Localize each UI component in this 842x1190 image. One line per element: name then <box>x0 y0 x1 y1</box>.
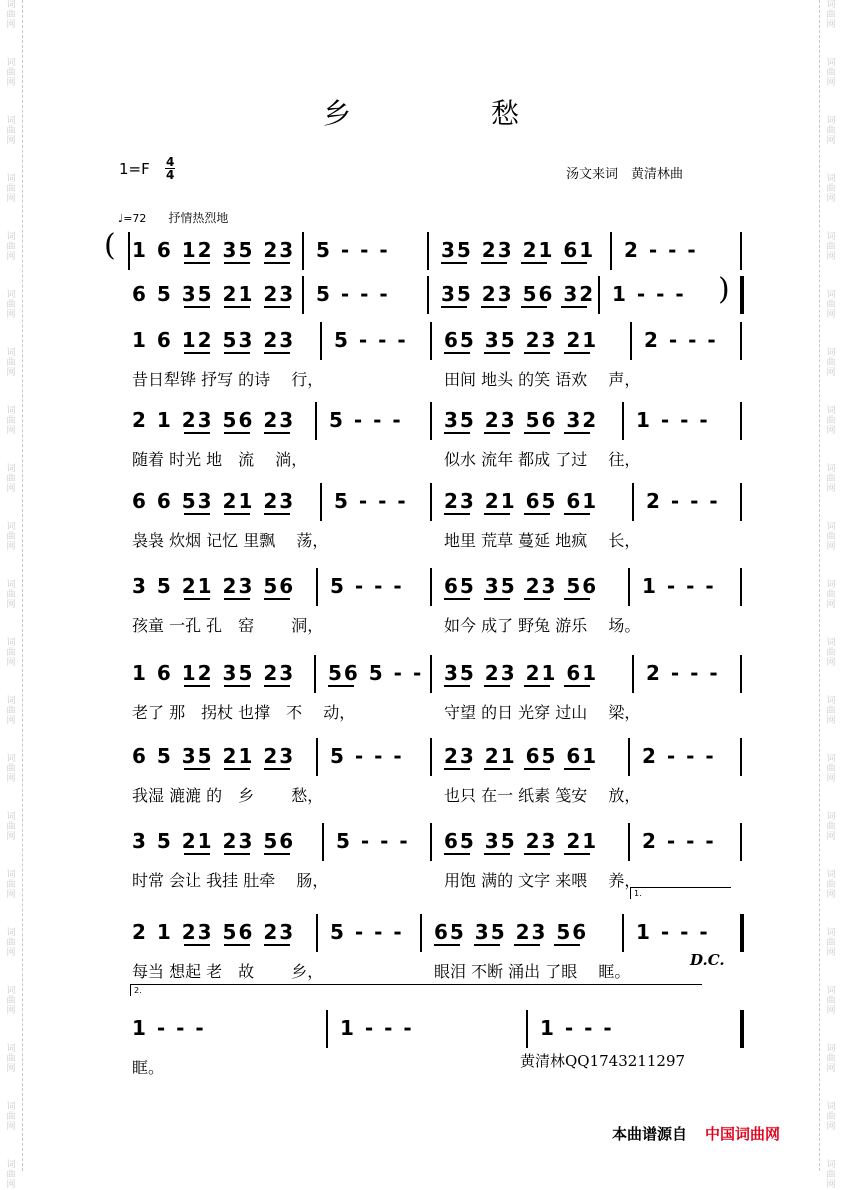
song-title <box>0 92 842 132</box>
measure-notes: 2 1 23 56 23 <box>132 408 296 432</box>
measure-notes: 65 35 23 21 <box>444 328 599 352</box>
eighth-note-beam <box>184 432 210 434</box>
eighth-note-beam <box>524 768 550 770</box>
barline <box>630 322 632 360</box>
measure-notes: 2 - - - <box>646 661 720 685</box>
measure-notes: 23 21 65 61 <box>444 489 599 513</box>
footer-brand-link[interactable]: 中国词曲网 <box>705 1125 781 1143</box>
lyric-text: 眼泪 不断 涌出 了眼 眶。 <box>434 962 631 981</box>
watermark-text: 词 曲 网 <box>6 348 16 378</box>
barline <box>526 1010 528 1048</box>
eighth-note-beam <box>224 432 250 434</box>
measure-notes: 3 5 21 23 56 <box>132 574 296 598</box>
watermark-text: 词 曲 网 <box>6 0 16 30</box>
measure-notes: 6 6 53 21 23 <box>132 489 296 513</box>
eighth-note-beam <box>444 685 470 687</box>
watermark-text: 词 曲 网 <box>826 928 836 958</box>
eighth-note-beam <box>264 262 290 264</box>
eighth-note-beam <box>184 598 210 600</box>
watermark-text: 词 曲 网 <box>826 348 836 378</box>
barline <box>628 823 630 861</box>
da-capo-mark: D.C. <box>690 951 725 969</box>
barline <box>314 655 316 693</box>
arranger-signature: 黄清林QQ1743211297 <box>520 1052 686 1070</box>
watermark-text: 词 曲 网 <box>6 1160 16 1190</box>
measure-notes: 1 - - - <box>340 1016 414 1040</box>
eighth-note-beam <box>561 306 587 308</box>
score-line <box>0 483 842 550</box>
lyric-text: 守望 的日 光穿 过山 梁， <box>444 703 641 722</box>
eighth-note-beam <box>224 262 250 264</box>
volta-first-ending <box>630 887 731 899</box>
watermark-text: 词 曲 网 <box>6 870 16 900</box>
title-char-left: 乡 <box>322 97 351 130</box>
barline <box>128 232 130 270</box>
barline <box>430 568 432 606</box>
barline <box>740 402 742 440</box>
eighth-note-beam <box>184 944 210 946</box>
measure-notes: 6 5 35 21 23 <box>132 744 296 768</box>
eighth-note-beam <box>444 513 470 515</box>
eighth-note-beam <box>484 432 510 434</box>
measure-notes: 2 - - - <box>646 489 720 513</box>
barline <box>430 655 432 693</box>
watermark-text: 词 曲 网 <box>826 464 836 494</box>
footer-source-text: 本曲谱源自 <box>612 1125 688 1143</box>
title-char-right: 愁 <box>491 97 520 130</box>
volta-second-ending <box>130 984 702 996</box>
watermark-text: 词 曲 网 <box>826 812 836 842</box>
eighth-note-beam <box>184 262 210 264</box>
watermark-text: 词 曲 网 <box>826 1102 836 1132</box>
barline <box>320 483 322 521</box>
lyric-text: 昔日犁铧 抒写 的诗 行， <box>132 370 324 389</box>
measure-notes: 1 6 12 53 23 <box>132 328 296 352</box>
lyric-text: 时常 会让 我挂 肚牵 肠， <box>132 871 329 890</box>
score-line <box>0 655 842 722</box>
eighth-note-beam <box>564 598 590 600</box>
barline <box>316 738 318 776</box>
measure-notes: 65 35 23 56 <box>444 574 599 598</box>
eighth-note-beam <box>264 352 290 354</box>
lyric-text: 袅袅 炊烟 记忆 里飘 荡， <box>132 531 329 550</box>
final-barline <box>740 276 744 314</box>
barline <box>316 914 318 952</box>
watermark-text: 词 曲 网 <box>6 116 16 146</box>
measure-notes: 5 - - - <box>336 829 410 853</box>
final-barline <box>740 914 744 952</box>
watermark-text: 词 曲 网 <box>6 522 16 552</box>
measure-notes: 5 - - - <box>334 489 408 513</box>
barline <box>740 483 742 521</box>
eighth-note-beam <box>184 685 210 687</box>
eighth-note-beam <box>441 262 467 264</box>
eighth-note-beam <box>484 685 510 687</box>
watermark-text: 词 曲 网 <box>6 580 16 610</box>
eighth-note-beam <box>484 352 510 354</box>
watermark-text: 词 曲 网 <box>6 174 16 204</box>
eighth-note-beam <box>564 432 590 434</box>
score-line <box>0 402 842 469</box>
eighth-note-beam <box>481 306 507 308</box>
measure-notes: 5 - - - <box>316 238 390 262</box>
watermark-text: 词 曲 网 <box>6 232 16 262</box>
eighth-note-beam <box>224 944 250 946</box>
watermark-text: 词 曲 网 <box>826 522 836 552</box>
score-line <box>0 322 842 389</box>
eighth-note-beam <box>264 768 290 770</box>
eighth-note-beam <box>564 352 590 354</box>
barline <box>740 823 742 861</box>
measure-notes: 35 23 56 32 <box>441 282 596 306</box>
measure-notes: 65 35 23 21 <box>444 829 599 853</box>
barline <box>628 738 630 776</box>
barline <box>316 568 318 606</box>
measure-notes: 1 6 12 35 23 <box>132 238 296 262</box>
measure-notes: 35 23 56 32 <box>444 408 599 432</box>
eighth-note-beam <box>224 306 250 308</box>
eighth-note-beam <box>434 944 460 946</box>
watermark-text: 词 曲 网 <box>826 116 836 146</box>
barline <box>740 738 742 776</box>
score-line <box>0 738 842 805</box>
measure-notes: 5 - - - <box>330 744 404 768</box>
eighth-note-beam <box>328 685 354 687</box>
eighth-note-beam <box>224 513 250 515</box>
watermark-text: 词 曲 网 <box>826 986 836 1016</box>
measure-notes: 2 - - - <box>624 238 698 262</box>
barline <box>610 232 612 270</box>
barline <box>632 483 634 521</box>
eighth-note-beam <box>524 513 550 515</box>
barline <box>598 276 600 314</box>
measure-notes: 65 35 23 56 <box>434 920 589 944</box>
watermark-text: 词 曲 网 <box>826 1044 836 1074</box>
barline <box>326 1010 328 1048</box>
key-signature: 1=F <box>119 160 150 178</box>
measure-notes: 2 - - - <box>644 328 718 352</box>
barline <box>302 276 304 314</box>
eighth-note-beam <box>474 944 500 946</box>
barline <box>322 823 324 861</box>
eighth-note-beam <box>484 598 510 600</box>
barline <box>420 914 422 952</box>
score-line <box>0 568 842 635</box>
measure-notes: 1 6 12 35 23 <box>132 661 296 685</box>
measure-notes: 5 - - - <box>330 574 404 598</box>
watermark-text: 词 曲 网 <box>826 232 836 262</box>
lyric-text: 眶。 <box>132 1058 165 1077</box>
lyric-text: 也只 在一 纸素 笺安 放， <box>444 786 641 805</box>
eighth-note-beam <box>564 513 590 515</box>
watermark-text: 词 曲 网 <box>6 812 16 842</box>
barline <box>302 232 304 270</box>
watermark-text: 词 曲 网 <box>6 754 16 784</box>
composer-credit: 汤文来词 黄清林曲 <box>566 167 684 182</box>
lyric-text: 老了 那 拐杖 也撑 不 动， <box>132 703 356 722</box>
eighth-note-beam <box>564 853 590 855</box>
eighth-note-beam <box>264 432 290 434</box>
eighth-note-beam <box>524 352 550 354</box>
barline <box>427 276 429 314</box>
watermark-text: 词 曲 网 <box>826 1160 836 1190</box>
eighth-note-beam <box>184 352 210 354</box>
repeat-bracket-open: ( <box>104 228 116 263</box>
eighth-note-beam <box>224 685 250 687</box>
eighth-note-beam <box>444 352 470 354</box>
watermark-text: 词 曲 网 <box>6 1044 16 1074</box>
eighth-note-beam <box>554 944 580 946</box>
watermark-text: 词 曲 网 <box>826 406 836 436</box>
eighth-note-beam <box>264 598 290 600</box>
watermark-text: 词 曲 网 <box>826 754 836 784</box>
lyric-text: 随着 时光 地 流 淌， <box>132 450 308 469</box>
lyric-text: 每当 想起 老 故 乡， <box>132 962 324 981</box>
watermark-text: 词 曲 网 <box>6 406 16 436</box>
measure-notes: 2 1 23 56 23 <box>132 920 296 944</box>
measure-notes: 3 5 21 23 56 <box>132 829 296 853</box>
eighth-note-beam <box>184 853 210 855</box>
repeat-bracket-close: ) <box>718 272 730 307</box>
watermark-text: 词 曲 网 <box>826 58 836 88</box>
eighth-note-beam <box>264 685 290 687</box>
eighth-note-beam <box>224 768 250 770</box>
measure-notes: 35 23 21 61 <box>441 238 596 262</box>
watermark-text: 词 曲 网 <box>6 928 16 958</box>
lyric-text: 孩童 一孔 孔 窑 洞， <box>132 616 324 635</box>
lyric-text: 田间 地头 的笑 语欢 声， <box>444 370 641 389</box>
watermark-text: 词 曲 网 <box>6 696 16 726</box>
watermark-text: 词 曲 网 <box>6 290 16 320</box>
expression-mark: 抒情热烈地 <box>168 211 229 225</box>
barline <box>320 322 322 360</box>
watermark-text: 词 曲 网 <box>826 580 836 610</box>
measure-notes: 1 - - - <box>636 920 710 944</box>
measure-notes: 1 - - - <box>612 282 686 306</box>
barline <box>430 823 432 861</box>
barline <box>740 232 742 270</box>
barline <box>740 655 742 693</box>
watermark-text: 词 曲 网 <box>6 1102 16 1132</box>
watermark-text: 词 曲 网 <box>826 870 836 900</box>
watermark-text: 词 曲 网 <box>6 638 16 668</box>
lyric-text: 我湿 漉漉 的 乡 愁， <box>132 786 324 805</box>
watermark-text: 词 曲 网 <box>826 174 836 204</box>
time-signature <box>165 156 175 181</box>
eighth-note-beam <box>561 262 587 264</box>
eighth-note-beam <box>524 432 550 434</box>
eighth-note-beam <box>224 853 250 855</box>
measure-notes: 5 - - - <box>330 920 404 944</box>
eighth-note-beam <box>264 306 290 308</box>
eighth-note-beam <box>484 513 510 515</box>
measure-notes: 1 - - - <box>132 1016 206 1040</box>
tempo-marking <box>118 209 228 226</box>
eighth-note-beam <box>521 306 547 308</box>
watermark-text: 词 曲 网 <box>826 290 836 320</box>
barline <box>632 655 634 693</box>
eighth-note-beam <box>184 768 210 770</box>
measure-notes: 23 21 65 61 <box>444 744 599 768</box>
eighth-note-beam <box>184 513 210 515</box>
volta-first-label: 1. <box>634 889 642 898</box>
eighth-note-beam <box>484 768 510 770</box>
eighth-note-beam <box>264 853 290 855</box>
eighth-note-beam <box>564 768 590 770</box>
barline <box>622 402 624 440</box>
measure-notes: 6 5 35 21 23 <box>132 282 296 306</box>
measure-notes: 1 - - - <box>642 574 716 598</box>
eighth-note-beam <box>524 685 550 687</box>
eighth-note-beam <box>481 262 507 264</box>
measure-notes: 5 - - - <box>329 408 403 432</box>
eighth-note-beam <box>444 432 470 434</box>
eighth-note-beam <box>521 262 547 264</box>
barline <box>740 568 742 606</box>
measure-notes: 1 - - - <box>540 1016 614 1040</box>
measure-notes: 1 - - - <box>636 408 710 432</box>
measure-notes: 5 - - - <box>316 282 390 306</box>
eighth-note-beam <box>224 598 250 600</box>
eighth-note-beam <box>444 853 470 855</box>
measure-notes: 35 23 21 61 <box>444 661 599 685</box>
eighth-note-beam <box>524 598 550 600</box>
barline <box>628 568 630 606</box>
eighth-note-beam <box>224 352 250 354</box>
final-barline <box>740 1010 744 1048</box>
time-signature-bottom: 4 <box>166 168 175 182</box>
watermark-text: 词 曲 网 <box>826 696 836 726</box>
measure-notes: 56 5 - - <box>328 661 424 685</box>
eighth-note-beam <box>184 306 210 308</box>
watermark-text: 词 曲 网 <box>826 638 836 668</box>
barline <box>427 232 429 270</box>
lyric-text: 地里 荒草 蔓延 地疯 长， <box>444 531 641 550</box>
barline <box>740 322 742 360</box>
volta-second-label: 2. <box>134 986 142 995</box>
eighth-note-beam <box>264 944 290 946</box>
eighth-note-beam <box>441 306 467 308</box>
score-line <box>0 1010 842 1077</box>
barline <box>430 402 432 440</box>
lyric-text: 用饱 满的 文字 来喂 养， <box>444 871 641 890</box>
barline <box>622 914 624 952</box>
eighth-note-beam <box>484 853 510 855</box>
measure-notes: 5 - - - <box>334 328 408 352</box>
tempo-value: ♩=72 <box>118 212 147 225</box>
watermark-text: 词 曲 网 <box>6 986 16 1016</box>
barline <box>430 322 432 360</box>
eighth-note-beam <box>444 598 470 600</box>
barline <box>430 738 432 776</box>
watermark-text: 词 曲 网 <box>6 58 16 88</box>
eighth-note-beam <box>524 853 550 855</box>
barline <box>315 402 317 440</box>
measure-notes: 2 - - - <box>642 744 716 768</box>
measure-notes: 2 - - - <box>642 829 716 853</box>
barline <box>430 483 432 521</box>
lyric-text: 似水 流年 都成 了过 往， <box>444 450 641 469</box>
lyric-text: 如今 成了 野兔 游乐 场。 <box>444 616 641 635</box>
watermark-text: 词 曲 网 <box>826 0 836 30</box>
time-signature-top: 4 <box>166 155 175 169</box>
watermark-text: 词 曲 网 <box>6 464 16 494</box>
eighth-note-beam <box>444 768 470 770</box>
eighth-note-beam <box>514 944 540 946</box>
source-footer <box>612 1123 780 1144</box>
eighth-note-beam <box>264 513 290 515</box>
eighth-note-beam <box>564 685 590 687</box>
